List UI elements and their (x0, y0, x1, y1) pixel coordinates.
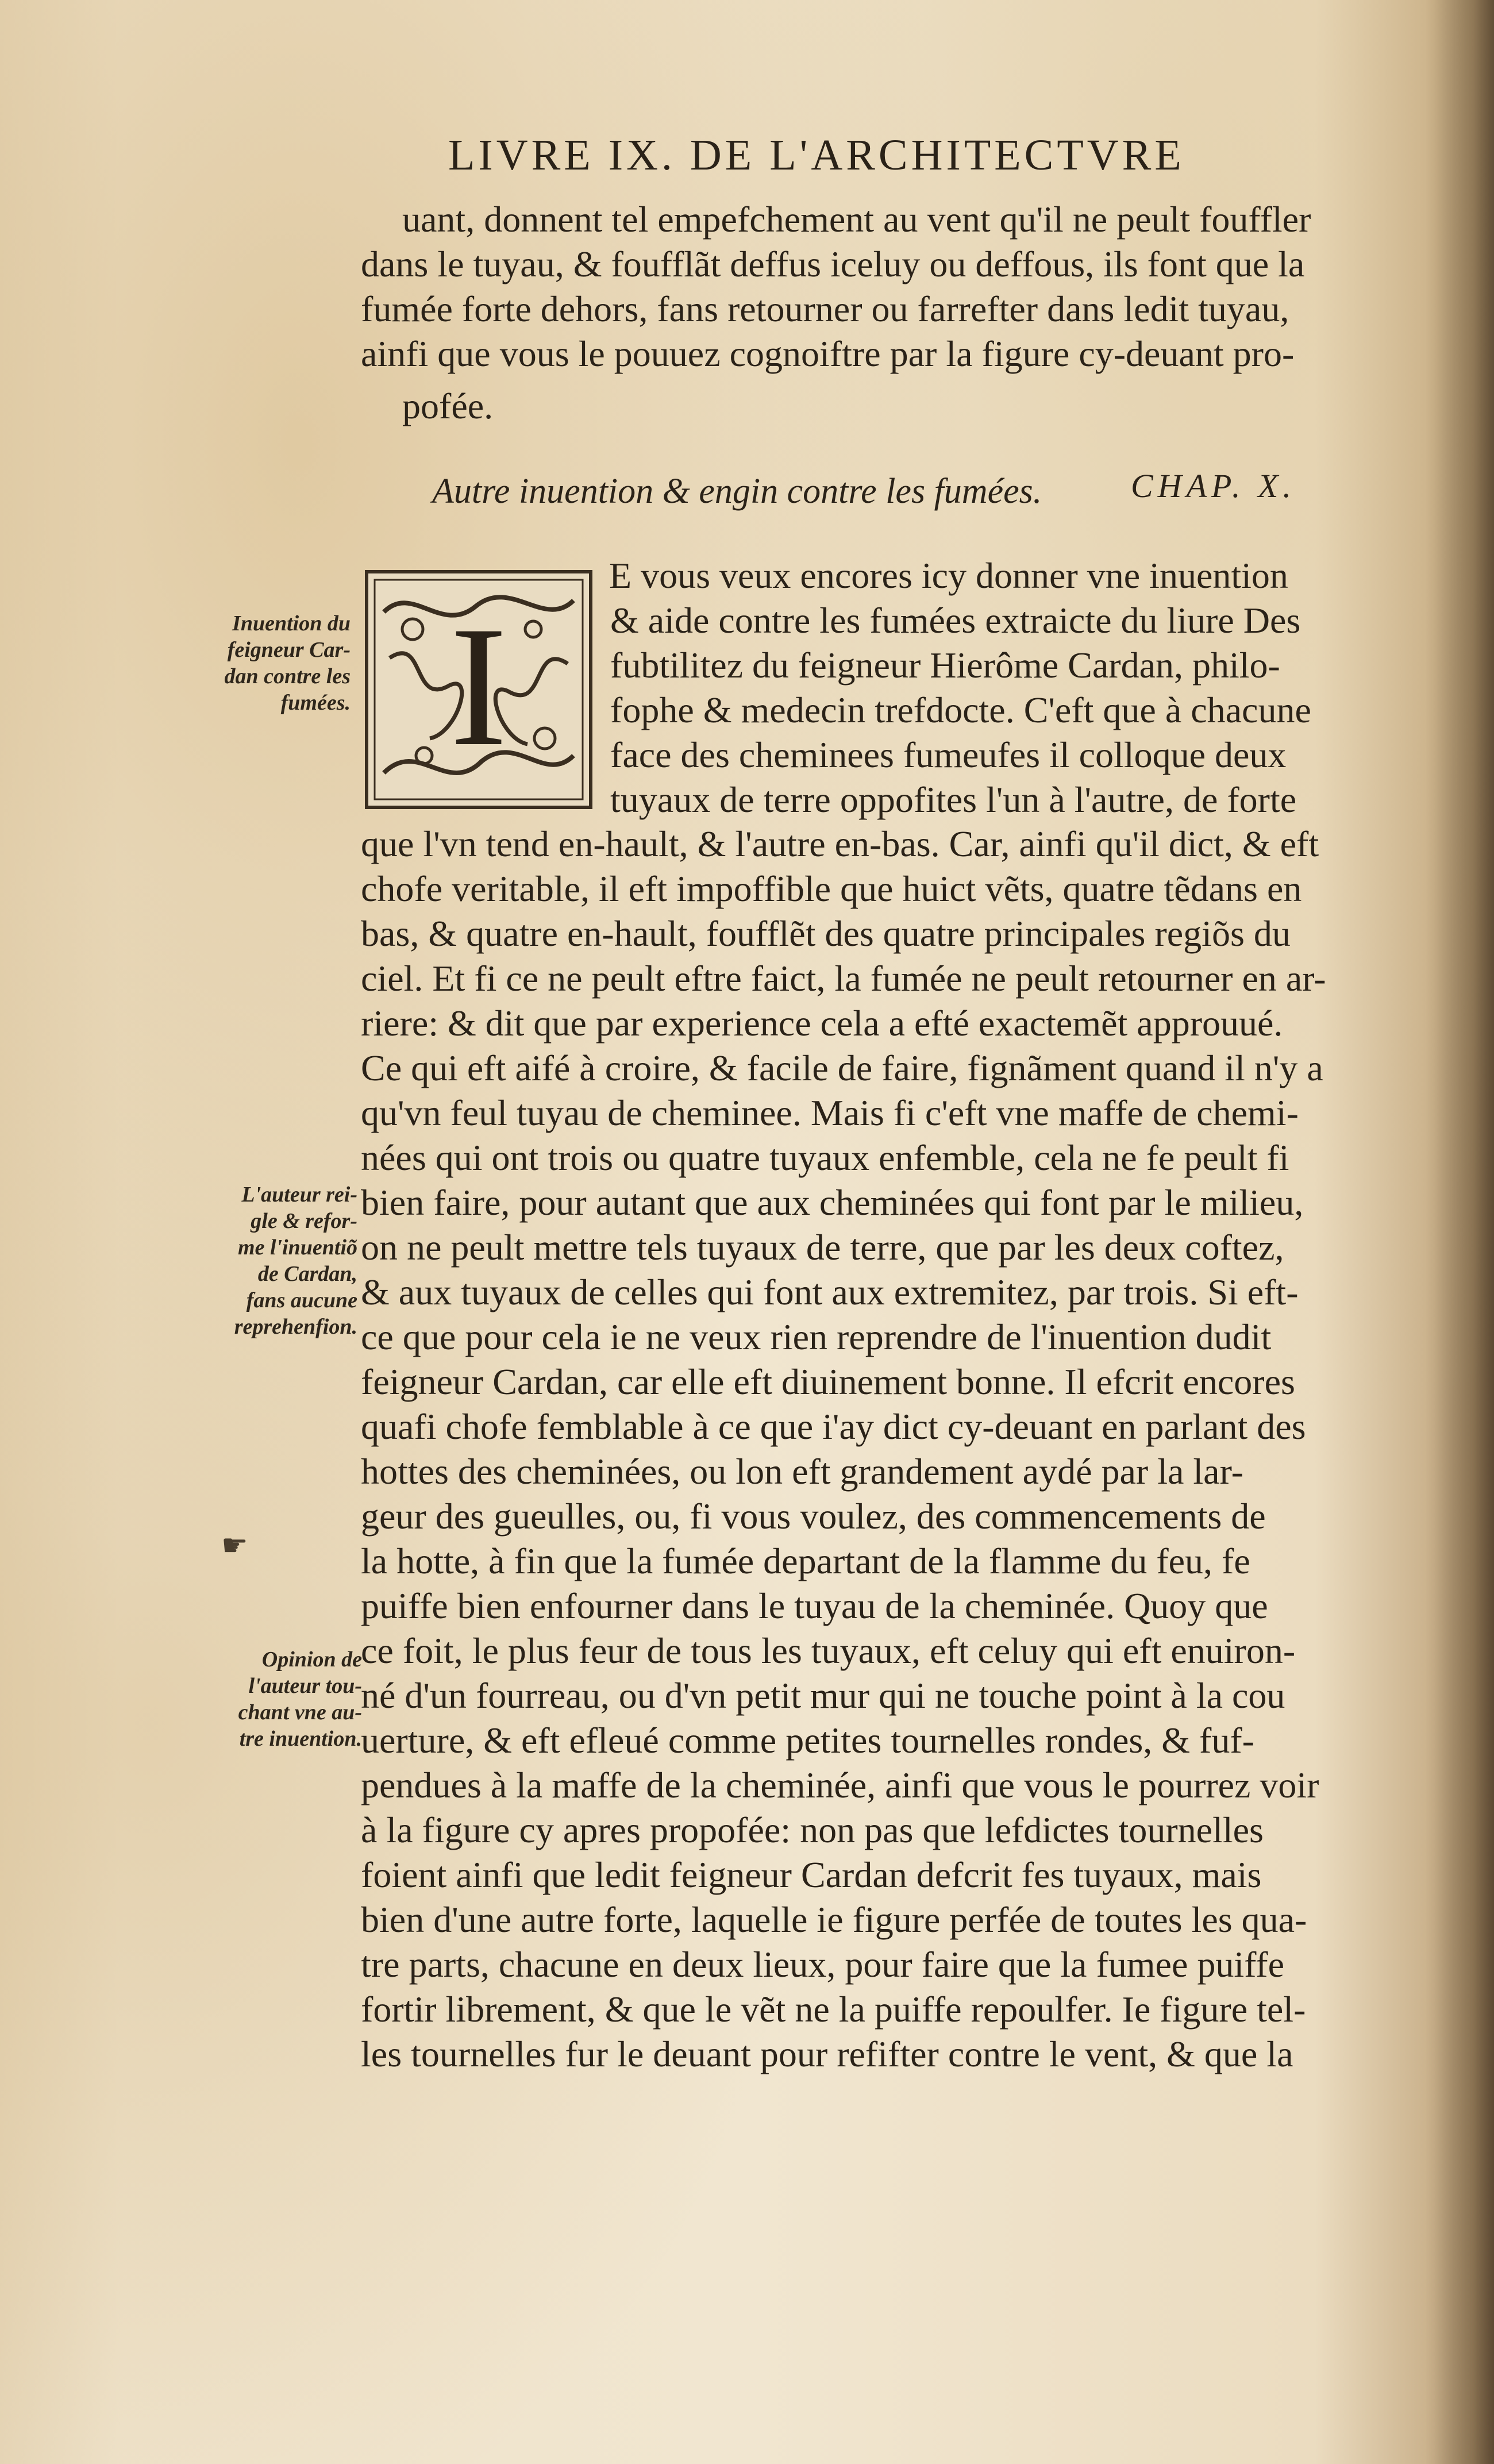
page-gutter-shadow (1425, 0, 1494, 2464)
margin-note-line: l'auteur tou- (248, 1674, 362, 1698)
text-line: dans le tuyau, & foufflãt deffus iceluy ou deffous, ils font que la (361, 244, 1305, 284)
margin-note-line: tre inuention. (239, 1727, 362, 1751)
chapter-title: Autre inuention & engin contre les fumées. (432, 472, 1042, 511)
text-line: bien d'une autre forte, laquelle ie figure perfée de toutes les qua- (361, 1899, 1307, 1940)
text-line: fortir librement, & que le vẽt ne la puiffe repoulfer. Ie figure tel- (361, 1989, 1306, 2030)
text-line: puiffe bien enfourner dans le tuyau de la cheminée. Quoy que (361, 1585, 1268, 1626)
text-line: riere: & dit que par experience cela a efté exactemẽt approuué. (361, 1003, 1283, 1044)
text-line: face des cheminees fumeufes il colloque deux (610, 734, 1287, 775)
decorated-initial (361, 566, 596, 813)
text-line: né d'un fourreau, ou d'vn petit mur qui ne touche point à la cou (361, 1675, 1285, 1716)
text-line: hottes des cheminées, ou lon eft grandement aydé par la lar- (361, 1451, 1243, 1492)
text-line: ciel. Et fi ce ne peult eftre faict, la fumée ne peult retourner en ar- (361, 958, 1326, 999)
text-line: uerture, & eft efleué comme petites tournelles rondes, & fuf- (361, 1720, 1254, 1761)
margin-note-line: fumées. (280, 691, 351, 715)
running-head: LIVRE IX. DE L'ARCHITECTVRE (448, 131, 1185, 179)
text-line: ainfi que vous le pouuez cognoiftre par la figure cy-deuant pro- (361, 333, 1295, 374)
text-line: à la figure cy apres propofée: non pas que lefdictes tournelles (361, 1810, 1264, 1850)
text-line: & aide contre les fumées extraicte du liure Des (610, 600, 1301, 641)
margin-note-line: Opinion de (261, 1647, 362, 1672)
pointing-hand-mark: ☛ (221, 1530, 248, 1562)
text-line: feigneur Cardan, car elle eft diuinement bonne. Il efcrit encores (361, 1361, 1295, 1402)
text-line: E vous veux encores icy donner vne inuention (609, 555, 1288, 596)
text-line: quafi chofe femblable à ce que i'ay dict cy-deuant en parlant des (361, 1406, 1306, 1447)
text-line: ce foit, le plus feur de tous les tuyaux, eft celuy qui eft enuiron- (361, 1630, 1296, 1671)
text-line: chofe veritable, il eft impoffible que huict vẽts, quatre tẽdans en (361, 868, 1302, 909)
text-line: ce que pour cela ie ne veux rien reprendre de l'inuention dudit (361, 1316, 1272, 1357)
margin-note-line: me l'inuentiõ (238, 1235, 357, 1260)
text-line: pendues à la maffe de la cheminée, ainfi que vous le pourrez voir (361, 1765, 1319, 1805)
margin-note-line: feigneur Car- (227, 638, 351, 662)
text-line: fubtilitez du feigneur Hierôme Cardan, philo- (610, 645, 1280, 686)
text-line: que l'vn tend en-hault, & l'autre en-bas. Car, ainfi qu'il dict, & eft (361, 823, 1319, 864)
margin-note-reform (207, 1181, 357, 1340)
text-line: tre parts, chacune en deux lieux, pour faire que la fumee puiffe (361, 1944, 1284, 1985)
text-line: & aux tuyaux de celles qui font aux extremitez, par trois. Si eft- (361, 1272, 1299, 1312)
text-line: tuyaux de terre oppofites l'un à l'autre, de forte (610, 779, 1297, 820)
chapter-label: CHAP. X. (1131, 467, 1296, 505)
text-line: Ce qui eft aifé à croire, & facile de faire, fignãment quand il n'y a (361, 1048, 1323, 1088)
text-line: bien faire, pour autant que aux cheminées qui font par le milieu, (361, 1182, 1304, 1223)
text-line: la hotte, à fin que la fumée departant de la flamme du feu, fe (361, 1541, 1250, 1581)
margin-note-line: dan contre les (224, 664, 351, 688)
text-line: qu'vn feul tuyau de cheminee. Mais fi c'eft vne maffe de chemi- (361, 1092, 1299, 1133)
margin-note-cardan (218, 610, 351, 716)
text-line: pofée. (402, 386, 494, 426)
margin-note-line: de Cardan, (257, 1262, 357, 1286)
margin-note-opinion (218, 1646, 362, 1752)
text-line: on ne peult mettre tels tuyaux de terre, que par les deux coftez, (361, 1227, 1284, 1268)
text-line: fumée forte dehors, fans retourner ou farrefter dans ledit tuyau, (361, 288, 1289, 329)
margin-note-line: reprehenfion. (234, 1315, 357, 1339)
text-line: bas, & quatre en-hault, foufflẽt des quatre principales regiõs du (361, 913, 1291, 954)
margin-note-line: Inuention du (232, 611, 351, 636)
initial-letter: I (450, 591, 507, 781)
text-line: les tournelles fur le deuant pour refifter contre le vent, & que la (361, 2034, 1293, 2074)
margin-note-line: gle & refor- (251, 1209, 357, 1233)
margin-note-line: chant vne au- (238, 1700, 362, 1724)
text-line: uant, donnent tel empefchement au vent qu'il ne peult fouffler (402, 199, 1311, 240)
text-line: foient ainfi que ledit feigneur Cardan defcrit fes tuyaux, mais (361, 1854, 1262, 1895)
margin-note-line: fans aucune (246, 1288, 357, 1312)
margin-note-line: L'auteur rei- (241, 1183, 357, 1207)
text-line: nées qui ont trois ou quatre tuyaux enfemble, cela ne fe peult fi (361, 1137, 1289, 1178)
text-line: geur des gueulles, ou, fi vous voulez, des commencements de (361, 1496, 1266, 1537)
text-line: fophe & medecin trefdocte. C'eft que à chacune (610, 690, 1311, 730)
